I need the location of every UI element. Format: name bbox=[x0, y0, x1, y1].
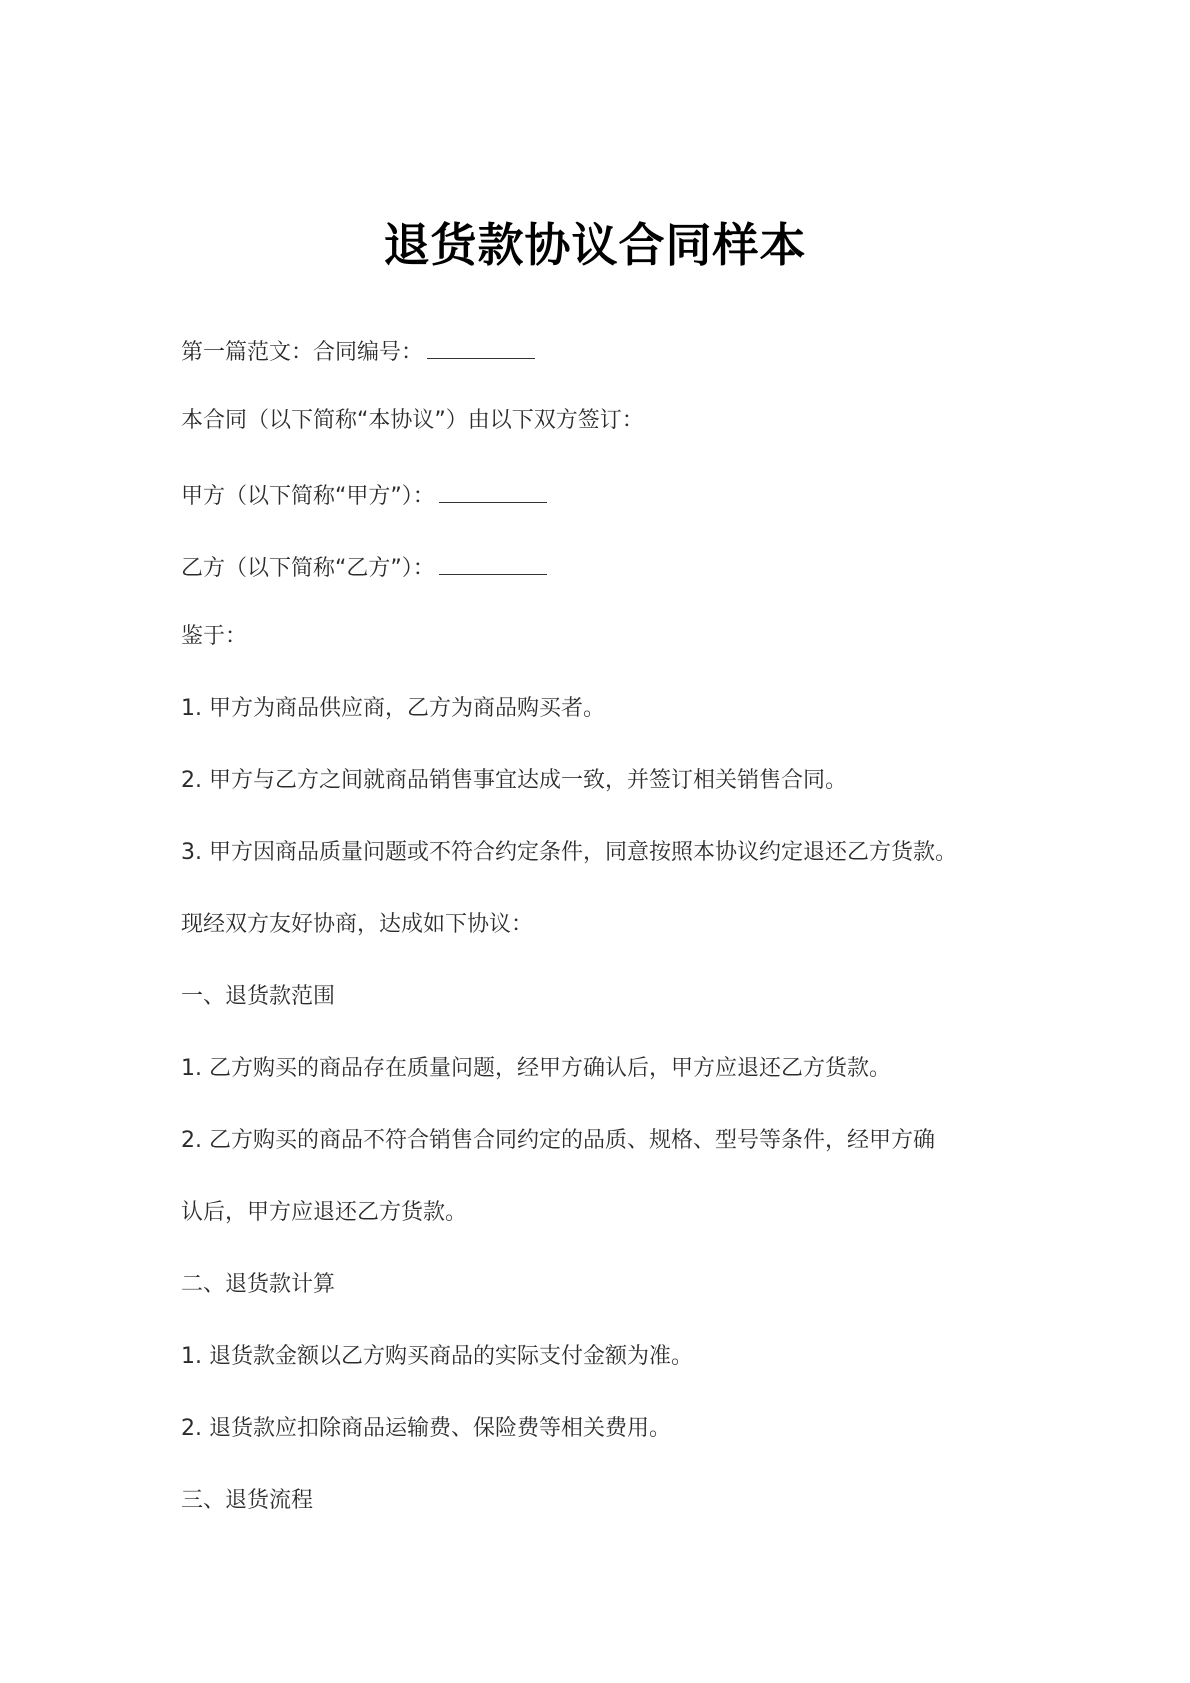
party-b-line: 乙方（以下简称“乙方”）： bbox=[181, 554, 547, 580]
section-2-heading: 二、退货款计算 bbox=[181, 1272, 336, 1297]
whereas-item-1: 1. 甲方为商品供应商，乙方为商品购买者。 bbox=[181, 696, 605, 721]
section-2-item-2: 2. 退货款应扣除商品运输费、保险费等相关费用。 bbox=[181, 1416, 671, 1441]
party-a-blank bbox=[439, 482, 547, 503]
section-1-item-2-cont: 认后，甲方应退还乙方货款。 bbox=[181, 1200, 468, 1225]
section-2-item-1: 1. 退货款金额以乙方购买商品的实际支付金额为准。 bbox=[181, 1344, 693, 1369]
section-1-item-2: 2. 乙方购买的商品不符合销售合同约定的品质、规格、型号等条件，经甲方确 bbox=[181, 1128, 935, 1153]
contract-number-blank bbox=[427, 338, 535, 359]
agreement-intro: 现经双方友好协商，达成如下协议： bbox=[181, 912, 534, 937]
section-1-item-1: 1. 乙方购买的商品存在质量问题，经甲方确认后，甲方应退还乙方货款。 bbox=[181, 1056, 891, 1081]
whereas-item-2: 2. 甲方与乙方之间就商品销售事宜达成一致，并签订相关销售合同。 bbox=[181, 768, 847, 793]
intro-line: 本合同（以下简称“本协议”）由以下双方签订： bbox=[181, 408, 644, 433]
section-1-heading: 一、退货款范围 bbox=[181, 984, 336, 1009]
party-b-blank bbox=[439, 554, 547, 575]
section-3-heading: 三、退货流程 bbox=[181, 1488, 314, 1513]
contract-number-line: 第一篇范文：合同编号： bbox=[181, 338, 535, 364]
whereas-item-3: 3. 甲方因商品质量问题或不符合约定条件，同意按照本协议约定退还乙方货款。 bbox=[181, 840, 957, 865]
document-title: 退货款协议合同样本 bbox=[383, 218, 807, 272]
party-a-line: 甲方（以下简称“甲方”）： bbox=[181, 482, 547, 508]
whereas-heading: 鉴于： bbox=[181, 624, 248, 649]
